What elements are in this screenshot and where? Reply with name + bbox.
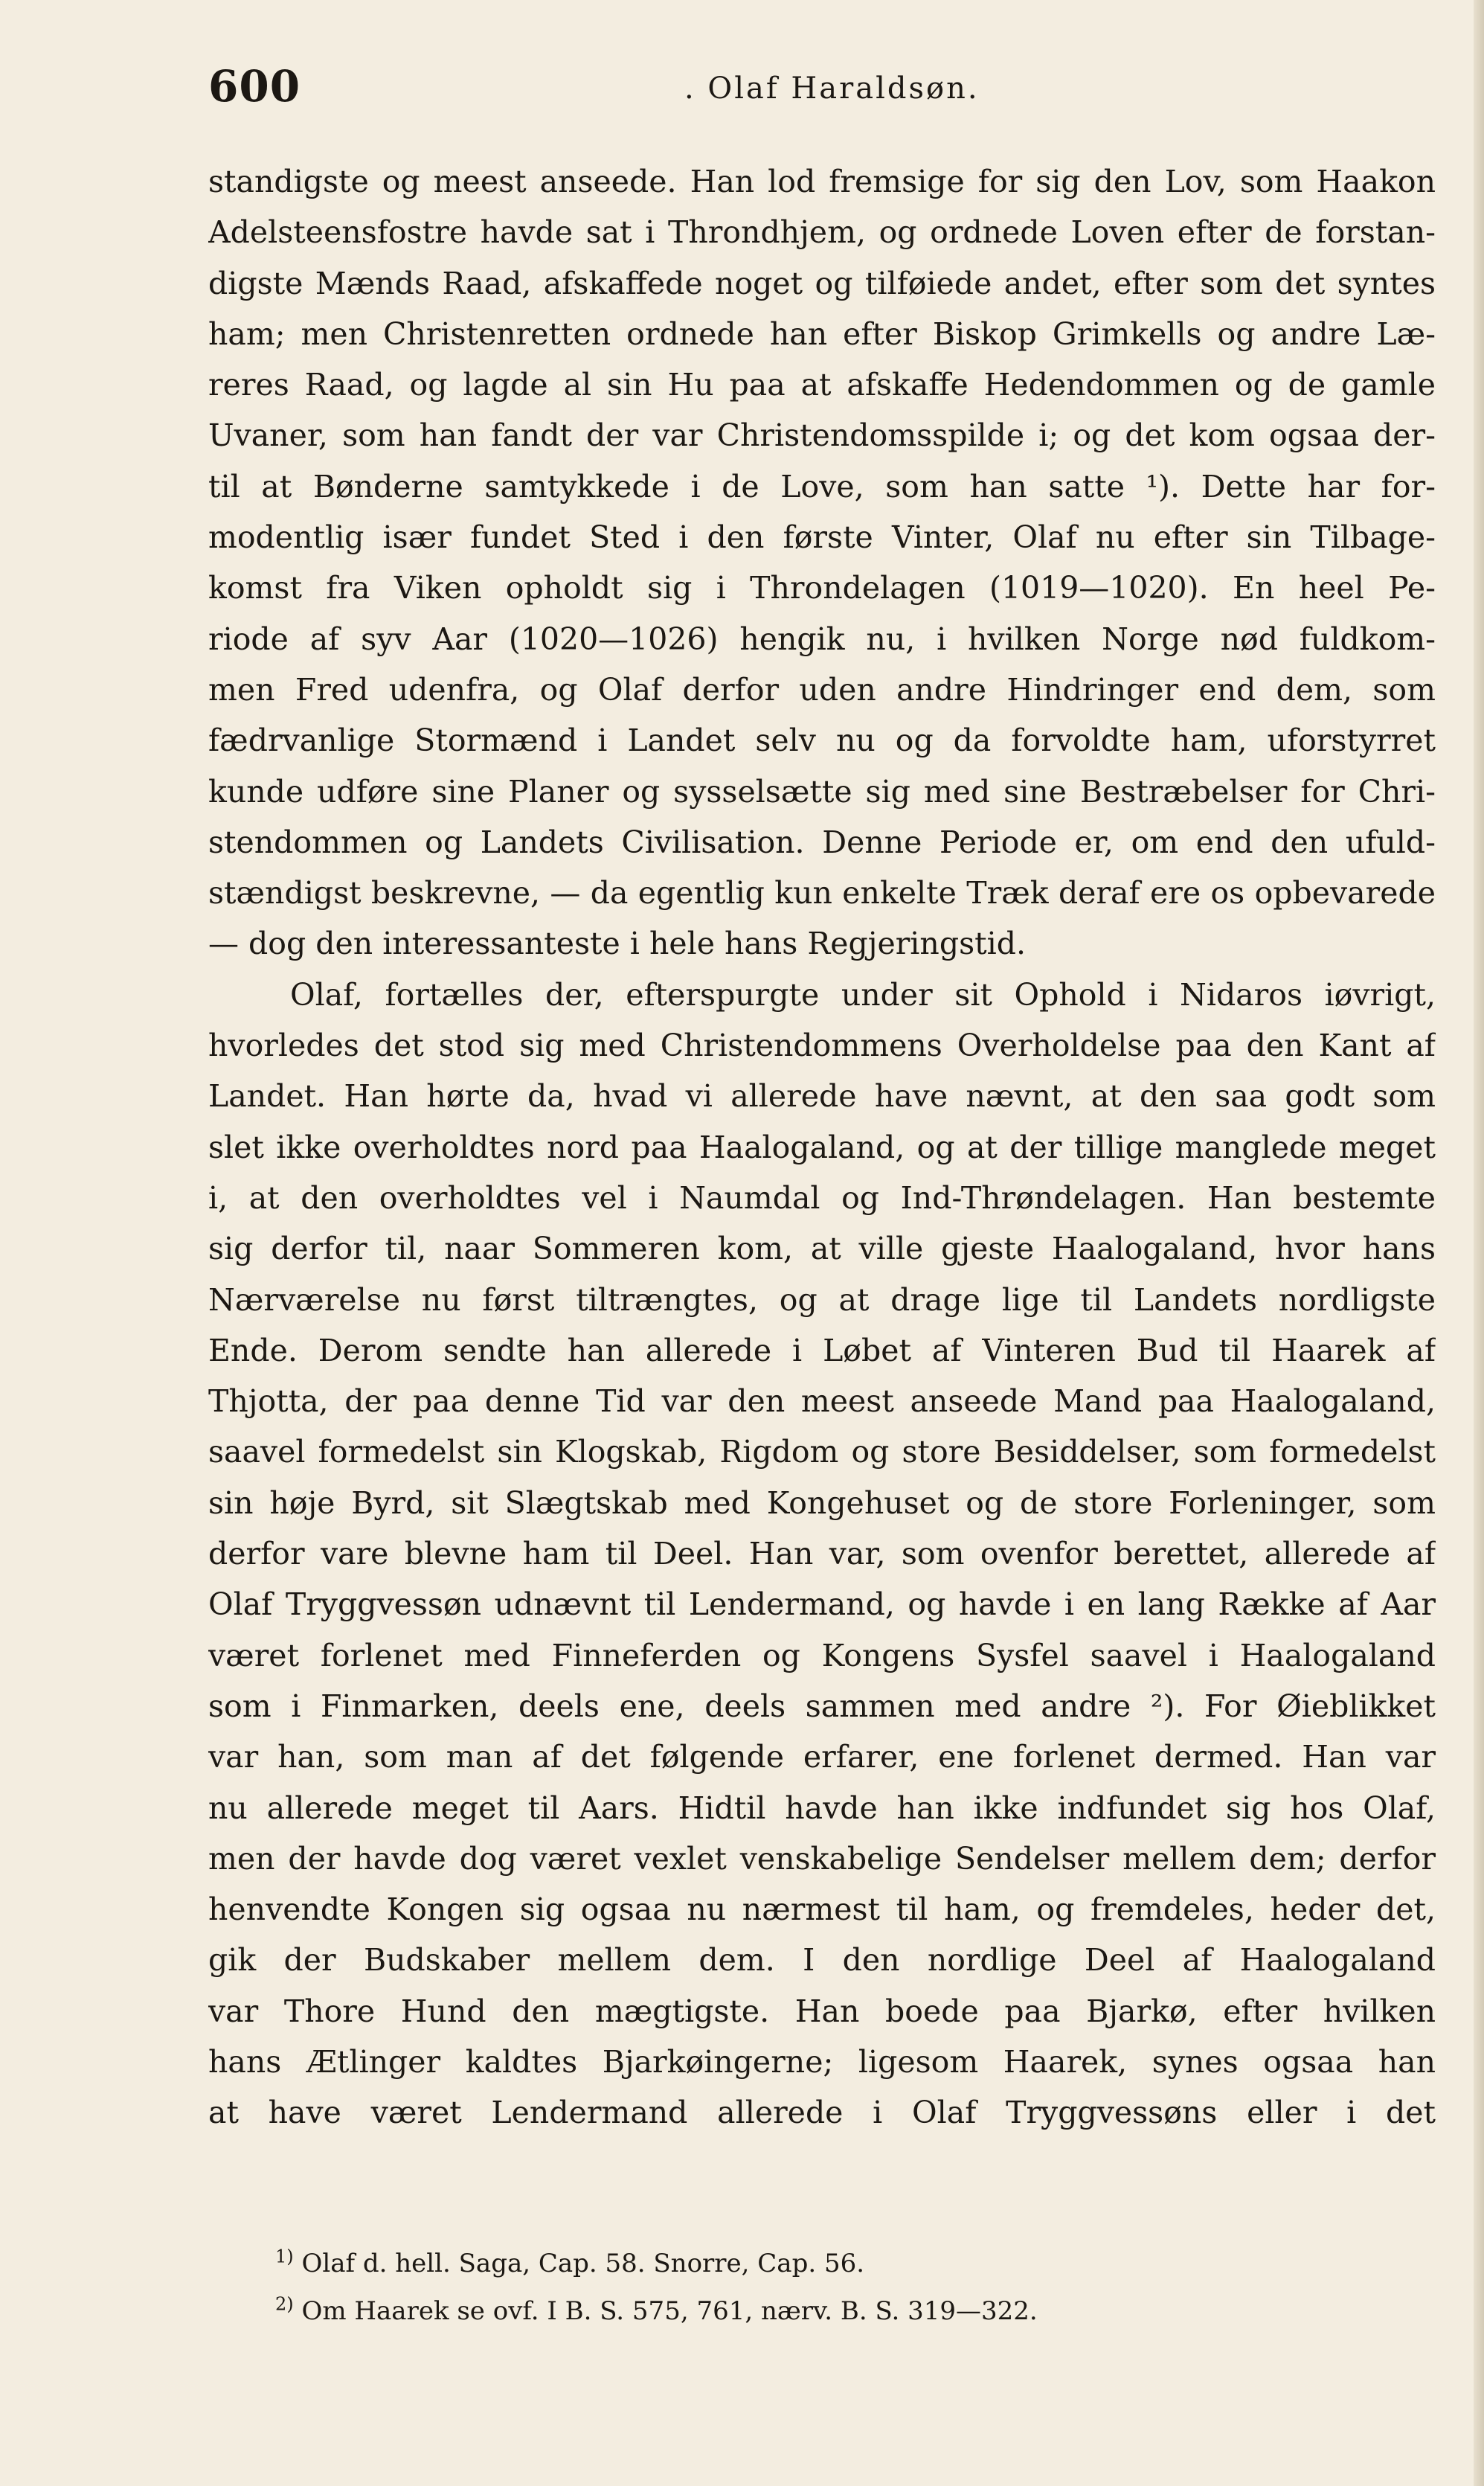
footnote-text: Olaf d. hell. Saga, Cap. 58. Snorre, Cap. 56. bbox=[301, 2249, 865, 2278]
text-line: Adelsteensfostre havde sat i Throndhjem, og ordnede Loven efter de forstan- bbox=[208, 214, 1436, 251]
running-head: . Olaf Haraldsøn. bbox=[684, 71, 980, 106]
text-line: nu allerede meget til Aars. Hidtil havde han ikke indfundet sig hos Olaf, bbox=[208, 1790, 1436, 1826]
footnote bbox=[275, 2240, 1317, 2287]
text-line: henvendte Kongen sig ogsaa nu nærmest til ham, og fremdeles, heder det, bbox=[208, 1891, 1436, 1928]
page-number: 600 bbox=[208, 61, 301, 112]
text-line: slet ikke overholdtes nord paa Haalogaland, og at der tillige manglede meget bbox=[208, 1129, 1436, 1165]
paragraph-start-line: Olaf, fortælles der, efterspurgte under sit Ophold i Nidaros iøvrigt, bbox=[290, 976, 1436, 1013]
text-line: Landet. Han hørte da, hvad vi allerede have nævnt, at den saa godt som bbox=[208, 1078, 1436, 1115]
text-line: Thjotta, der paa denne Tid var den meest anseede Mand paa Haalogaland, bbox=[208, 1383, 1436, 1420]
text-line: komst fra Viken opholdt sig i Throndelagen (1019—1020). En heel Pe- bbox=[208, 570, 1436, 606]
text-line: hans Ætlinger kaldtes Bjarkøingerne; ligesom Haarek, synes ogsaa han bbox=[208, 2043, 1436, 2080]
text-line: Olaf Tryggvessøn udnævnt til Lendermand, og havde i en lang Række af Aar bbox=[208, 1586, 1436, 1623]
text-line: — dog den interessanteste i hele hans Regjeringstid. bbox=[208, 926, 1026, 962]
text-line: til at Bønderne samtykkede i de Love, som han satte ¹). Dette har for- bbox=[208, 468, 1436, 504]
text-line: Nærværelse nu først tiltrængtes, og at drage lige til Landets nordligste bbox=[208, 1281, 1436, 1318]
text-line: men der havde dog været vexlet venskabelige Sendelser mellem dem; derfor bbox=[208, 1840, 1436, 1877]
text-line: men Fred udenfra, og Olaf derfor uden andre Hindringer end dem, som bbox=[208, 671, 1436, 708]
text-line: derfor vare blevne ham til Deel. Han var, som ovenfor berettet, allerede af bbox=[208, 1536, 1436, 1572]
text-line: Uvaner, som han fandt der var Christendomsspilde i; og det kom ogsaa der- bbox=[208, 417, 1436, 454]
text-line: var han, som man af det følgende erfarer, ene forlenet dermed. Han var bbox=[208, 1739, 1436, 1775]
text-line: var Thore Hund den mægtigste. Han boede paa Bjarkø, efter hvilken bbox=[208, 1993, 1436, 2029]
text-line: modentlig især fundet Sted i den første Vinter, Olaf nu efter sin Tilbage- bbox=[208, 519, 1436, 556]
text-line: Ende. Derom sendte han allerede i Løbet af Vinteren Bud til Haarek af bbox=[208, 1332, 1436, 1368]
text-line: digste Mænds Raad, afskaffede noget og tilføiede andet, efter som det syntes bbox=[208, 265, 1436, 301]
text-line: reres Raad, og lagde al sin Hu paa at afskaffe Hedendommen og de gamle bbox=[208, 367, 1436, 403]
text-line: kunde udføre sine Planer og sysselsætte sig med sine Bestræbelser for Chri- bbox=[208, 773, 1436, 810]
footnote-mark: 1) bbox=[275, 2246, 294, 2267]
text-line: gik der Budskaber mellem dem. I den nordlige Deel af Haalogaland bbox=[208, 1942, 1436, 1979]
text-line: at have været Lendermand allerede i Olaf Tryggvessøns eller i det bbox=[208, 2095, 1436, 2131]
text-line: stændigst beskrevne, — da egentlig kun enkelte Træk deraf ere os opbevarede bbox=[208, 875, 1436, 912]
text-line: sig derfor til, naar Sommeren kom, at ville gjeste Haalogaland, hvor hans bbox=[208, 1231, 1436, 1267]
footnote bbox=[275, 2287, 1317, 2335]
text-line: i, at den overholdtes vel i Naumdal og Ind-Thrøndelagen. Han bestemte bbox=[208, 1179, 1436, 1216]
text-line: ham; men Christenretten ordnede han efter Biskop Grimkells og andre Læ- bbox=[208, 315, 1436, 352]
text-line: været forlenet med Finneferden og Kongens Sysfel saavel i Haalogaland bbox=[208, 1637, 1436, 1673]
page-header bbox=[208, 61, 1473, 128]
body-text bbox=[208, 156, 1436, 2139]
text-line: saavel formedelst sin Klogskab, Rigdom og store Besiddelser, som formedelst bbox=[208, 1434, 1436, 1470]
text-line: hvorledes det stod sig med Christendommens Overholdelse paa den Kant af bbox=[208, 1028, 1436, 1064]
page-edge bbox=[1474, 0, 1484, 2486]
footnotes bbox=[275, 2240, 1317, 2335]
text-line: stendommen og Landets Civilisation. Denne Periode er, om end den ufuld- bbox=[208, 824, 1436, 860]
text-line: fædrvanlige Stormænd i Landet selv nu og da forvoldte ham, uforstyrret bbox=[208, 723, 1436, 759]
footnote-mark: 2) bbox=[275, 2293, 294, 2315]
footnote-text: Om Haarek se ovf. I B. S. 575, 761, nærv. B. S. 319—322. bbox=[301, 2296, 1038, 2326]
text-line: sin høje Byrd, sit Slægtskab med Kongehuset og de store Forleninger, som bbox=[208, 1484, 1436, 1521]
text-line: standigste og meest anseede. Han lod fremsige for sig den Lov, som Haakon bbox=[208, 164, 1436, 199]
text-line: riode af syv Aar (1020—1026) hengik nu, i hvilken Norge nød fuldkom- bbox=[208, 621, 1436, 657]
text-line: som i Finmarken, deels ene, deels sammen med andre ²). For Øieblikket bbox=[208, 1688, 1436, 1724]
